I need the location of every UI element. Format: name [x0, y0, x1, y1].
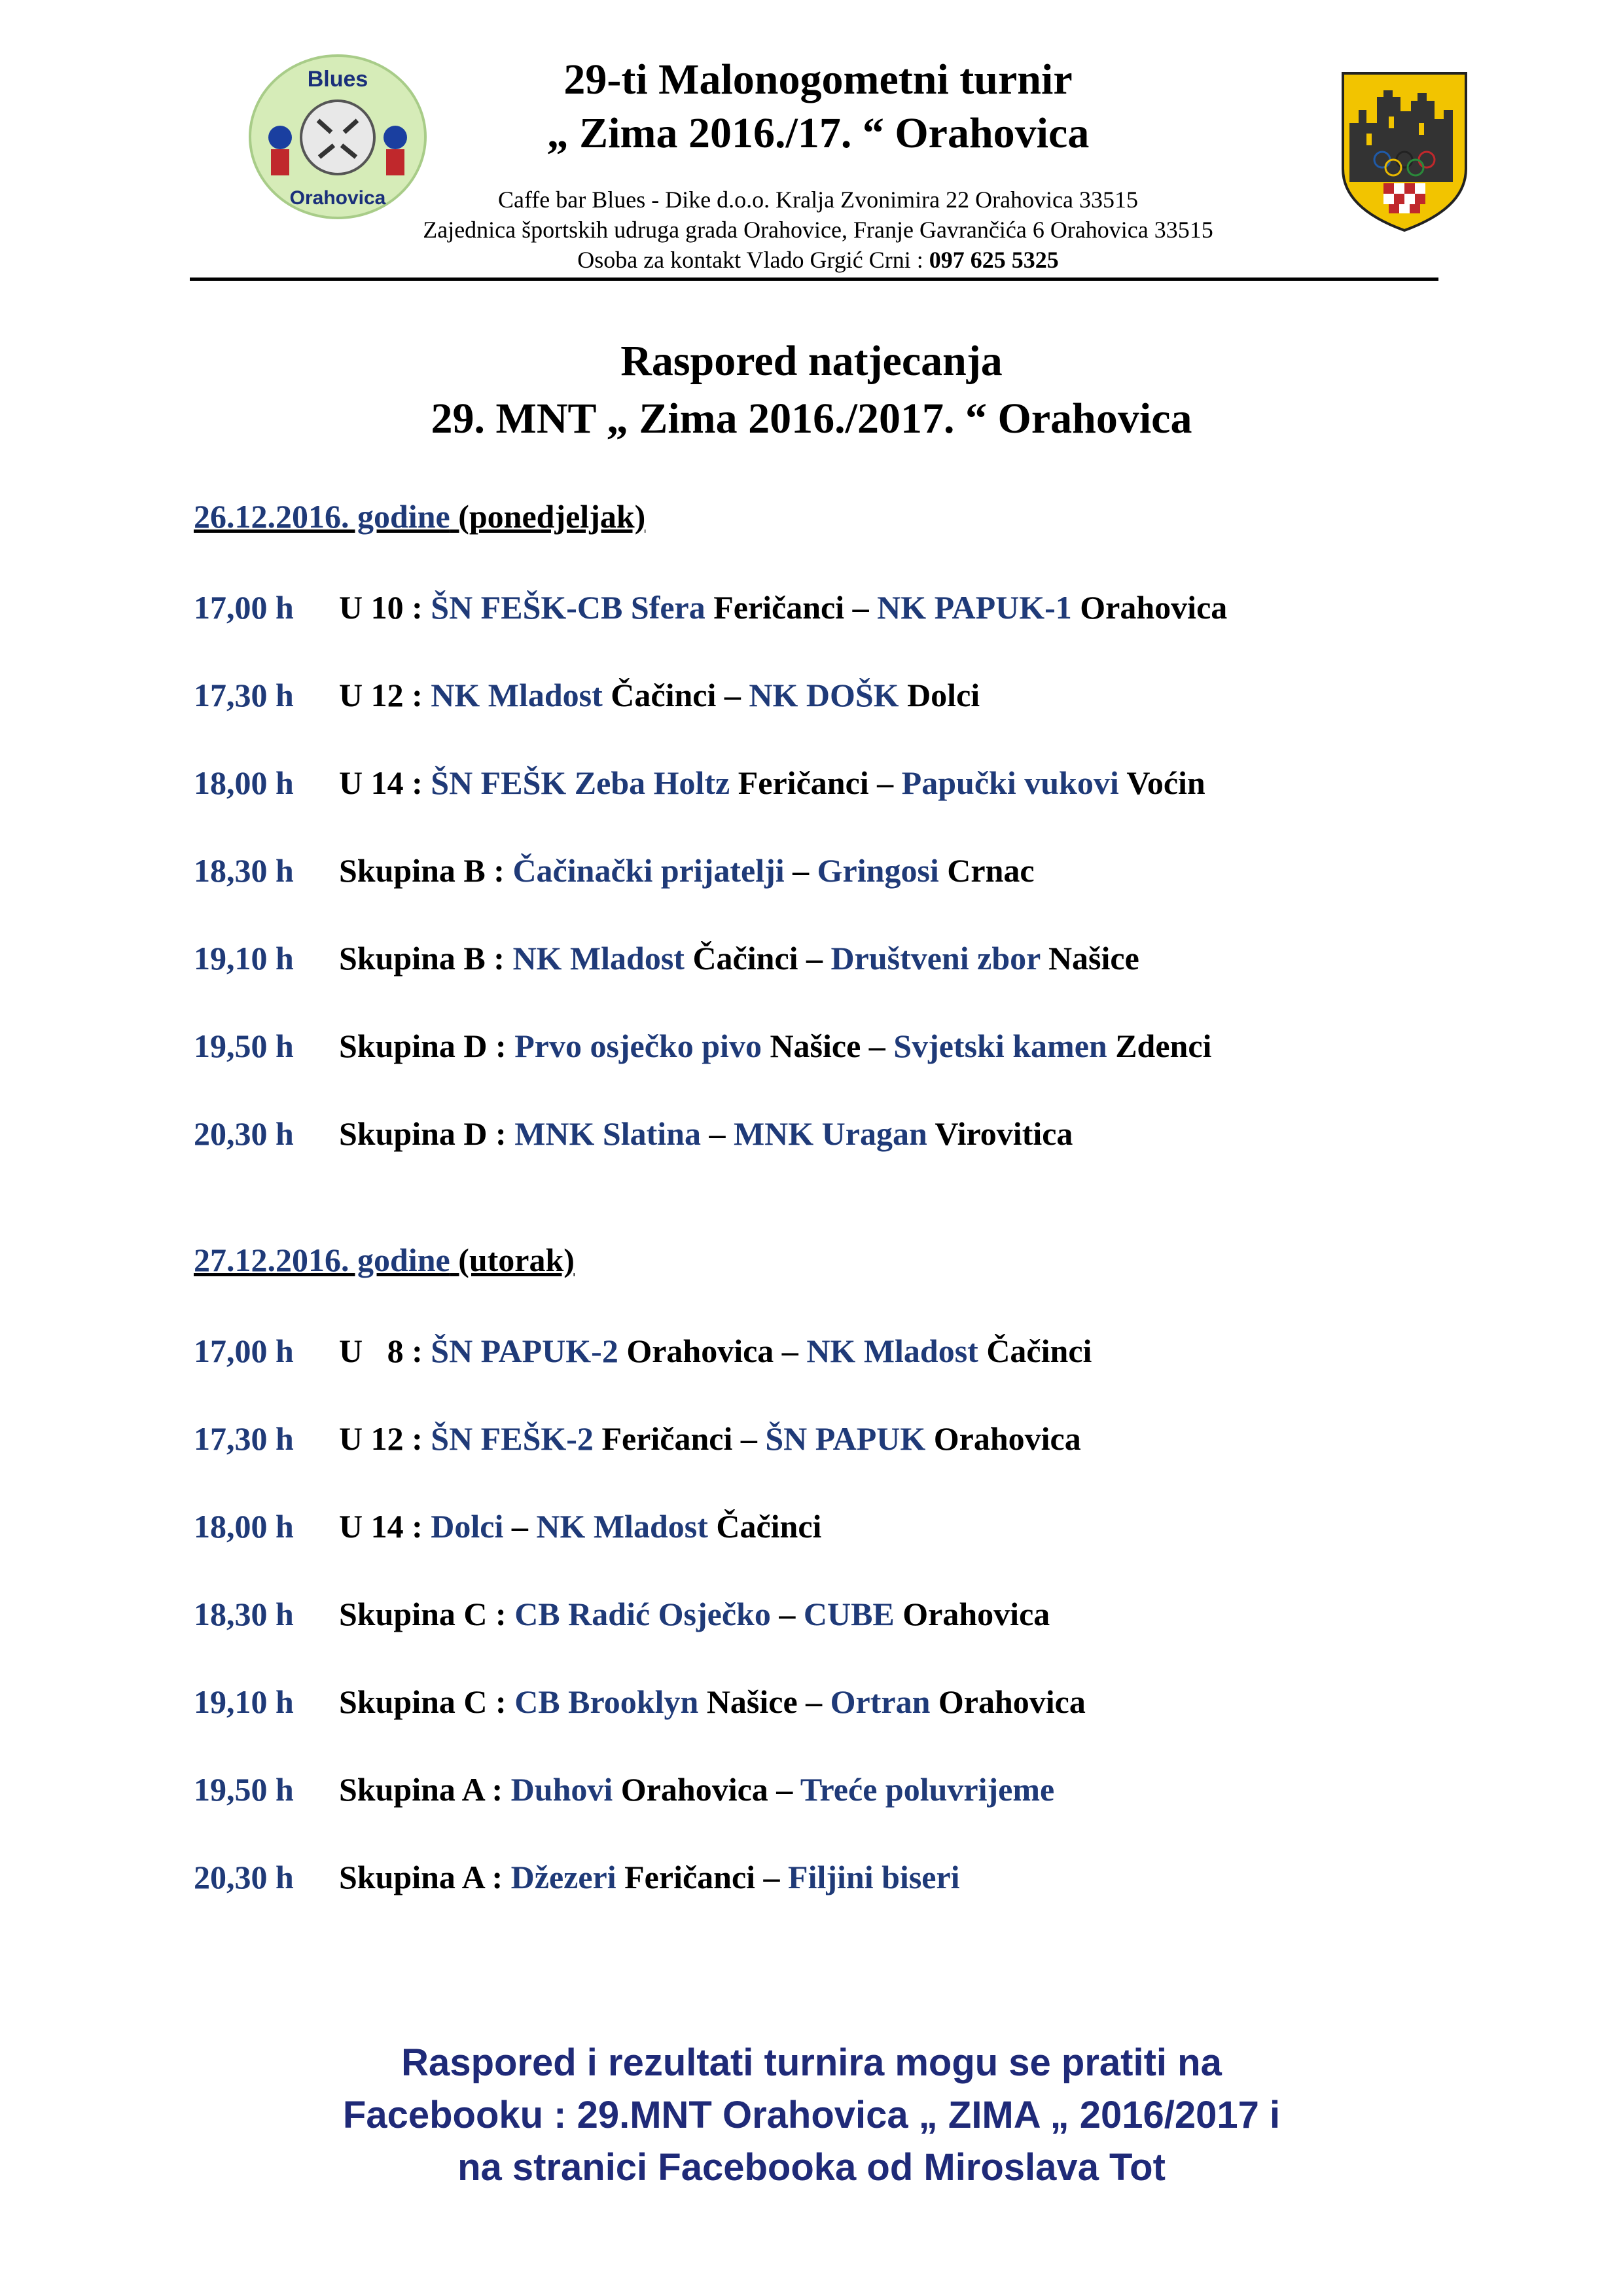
- day-heading: 26.12.2016. godine (ponedjeljak): [194, 498, 646, 535]
- contact-phone: 097 625 5325: [929, 247, 1059, 273]
- day-heading: 27.12.2016. godine (utorak): [194, 1242, 575, 1278]
- contact-line: Osoba za kontakt Vlado Grgić Crni : 097 625 5325: [577, 247, 1059, 273]
- match-row: 17,30 h U 12 : ŠN FEŠK-2 Feričanci – ŠN PAPUK Orahovica: [194, 1420, 1081, 1457]
- match-row: 19,10 h Skupina C : CB Brooklyn Našice – Ortran Orahovica: [194, 1683, 1086, 1720]
- match-row: 19,50 h Skupina D : Prvo osječko pivo Našice – Svjetski kamen Zdenci: [194, 1028, 1212, 1064]
- tournament-title-line1: 29-ti Malonogometni turnir: [563, 56, 1073, 103]
- match-row: 18,00 h U 14 : Dolci – NK Mladost Čačinci: [194, 1508, 822, 1545]
- match-row: 17,00 h U 10 : ŠN FEŠK-CB Sfera Feričanci – NK PAPUK-1 Orahovica: [194, 589, 1228, 626]
- tournament-title-line2: „ Zima 2016./17. “ Orahovica: [546, 109, 1090, 157]
- header-divider: [190, 278, 1438, 281]
- footer-line1: Raspored i rezultati turnira mogu se pratiti na: [401, 2041, 1222, 2084]
- organizer-line1: Caffe bar Blues - Dike d.o.o. Kralja Zvonimira 22 Orahovica 33515: [497, 187, 1139, 213]
- logo-text-bottom: Orahovica: [289, 187, 386, 209]
- organizer-info: [327, 185, 1309, 275]
- organizer-line2: Zajednica športskih udruga grada Orahovice, Franje Gavrančića 6 Orahovica 33515: [423, 217, 1213, 243]
- footer-note: [131, 2037, 1492, 2194]
- match-row: 18,00 h U 14 : ŠN FEŠK Zeba Holtz Feričanci – Papučki vukovi Voćin: [194, 764, 1205, 801]
- orahovica-crest-icon: [1340, 71, 1469, 233]
- match-row: 19,50 h Skupina A : Duhovi Orahovica – Treće poluvrijeme: [194, 1771, 1055, 1808]
- match-row: 19,10 h Skupina B : NK Mladost Čačinci – Društveni zbor Našice: [194, 940, 1139, 977]
- footer-line3: na stranici Facebooka od Miroslava Tot: [457, 2146, 1166, 2189]
- footer-line2: Facebooku : 29.MNT Orahovica „ ZIMA „ 2016/2017 i: [342, 2094, 1281, 2136]
- match-row: 18,30 h Skupina B : Čačinački prijatelji – Gringosi Crnac: [194, 852, 1035, 889]
- match-row: 20,30 h Skupina A : Džezeri Feričanci – Filjini biseri: [194, 1859, 960, 1895]
- match-row: 20,30 h Skupina D : MNK Slatina – MNK Uragan Virovitica: [194, 1115, 1073, 1152]
- schedule-heading: Raspored natjecanja: [620, 337, 1003, 385]
- match-row: 17,00 h U 8 : ŠN PAPUK-2 Orahovica – NK Mladost Čačinci: [194, 1333, 1092, 1369]
- match-row: 17,30 h U 12 : NK Mladost Čačinci – NK DOŠK Dolci: [194, 677, 980, 713]
- logo-text-top: Blues: [307, 67, 368, 92]
- schedule-subheading: 29. MNT „ Zima 2016./2017. “ Orahovica: [431, 395, 1192, 442]
- match-row: 18,30 h Skupina C : CB Radić Osječko – CUBE Orahovica: [194, 1596, 1050, 1632]
